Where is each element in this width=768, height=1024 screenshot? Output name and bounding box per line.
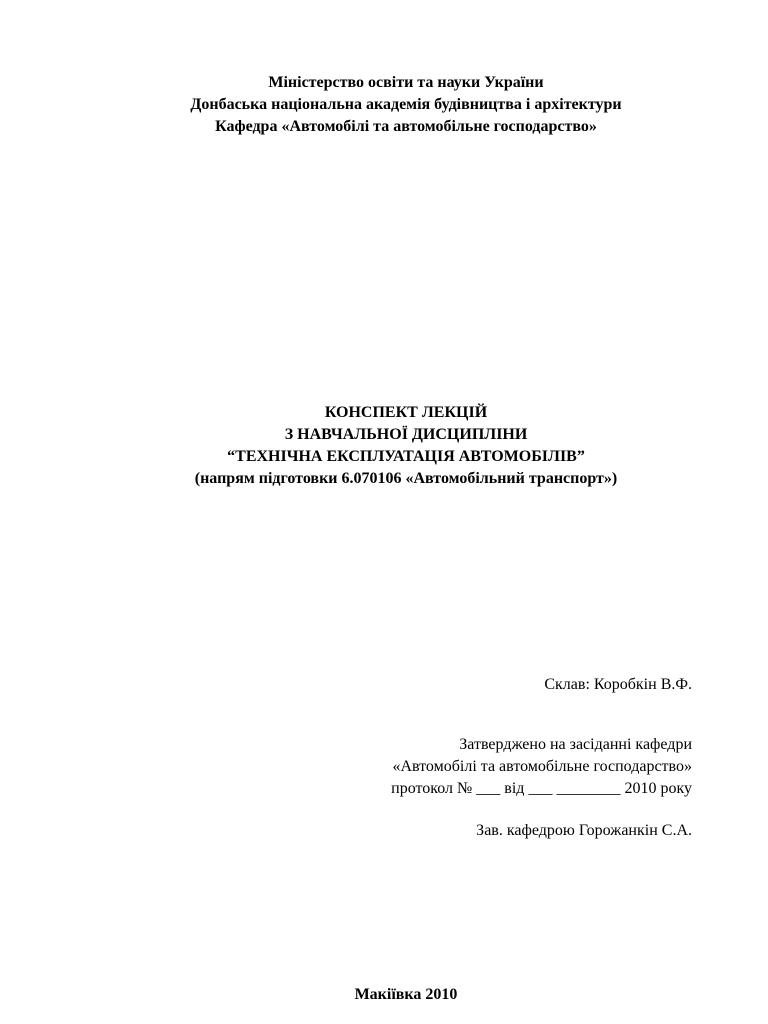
approval-line-2: «Автомобілі та автомобільне господарство» <box>392 758 692 775</box>
author-line: Склав: Коробкін В.Ф. <box>544 676 692 693</box>
department-heading: Кафедра «Автомобілі та автомобільне господарство» <box>215 118 597 135</box>
head-of-department-line: Зав. кафедрою Горожанкін С.А. <box>476 822 692 839</box>
city-year-footer: Макіївка 2010 <box>354 986 458 1003</box>
ministry-heading: Міністерство освіти та науки України <box>268 74 544 91</box>
title-line-3: “ТЕХНІЧНА ЕКСПЛУАТАЦІЯ АВТОМОБІЛІВ” <box>227 448 585 465</box>
title-line-2: З НАВЧАЛЬНОЇ ДИСЦИПЛІНИ <box>284 426 528 443</box>
title-line-1: КОНСПЕКТ ЛЕКЦІЙ <box>324 404 488 421</box>
specialty-line: (напрям підготовки 6.070106 «Автомобільний транспорт») <box>194 470 618 487</box>
academy-heading: Донбаська національна академія будівництва і архітектури <box>190 96 622 113</box>
protocol-line: протокол № ___ від ___ ________ 2010 року <box>391 780 692 797</box>
approval-line-1: Затверджено на засіданні кафедри <box>459 736 692 753</box>
